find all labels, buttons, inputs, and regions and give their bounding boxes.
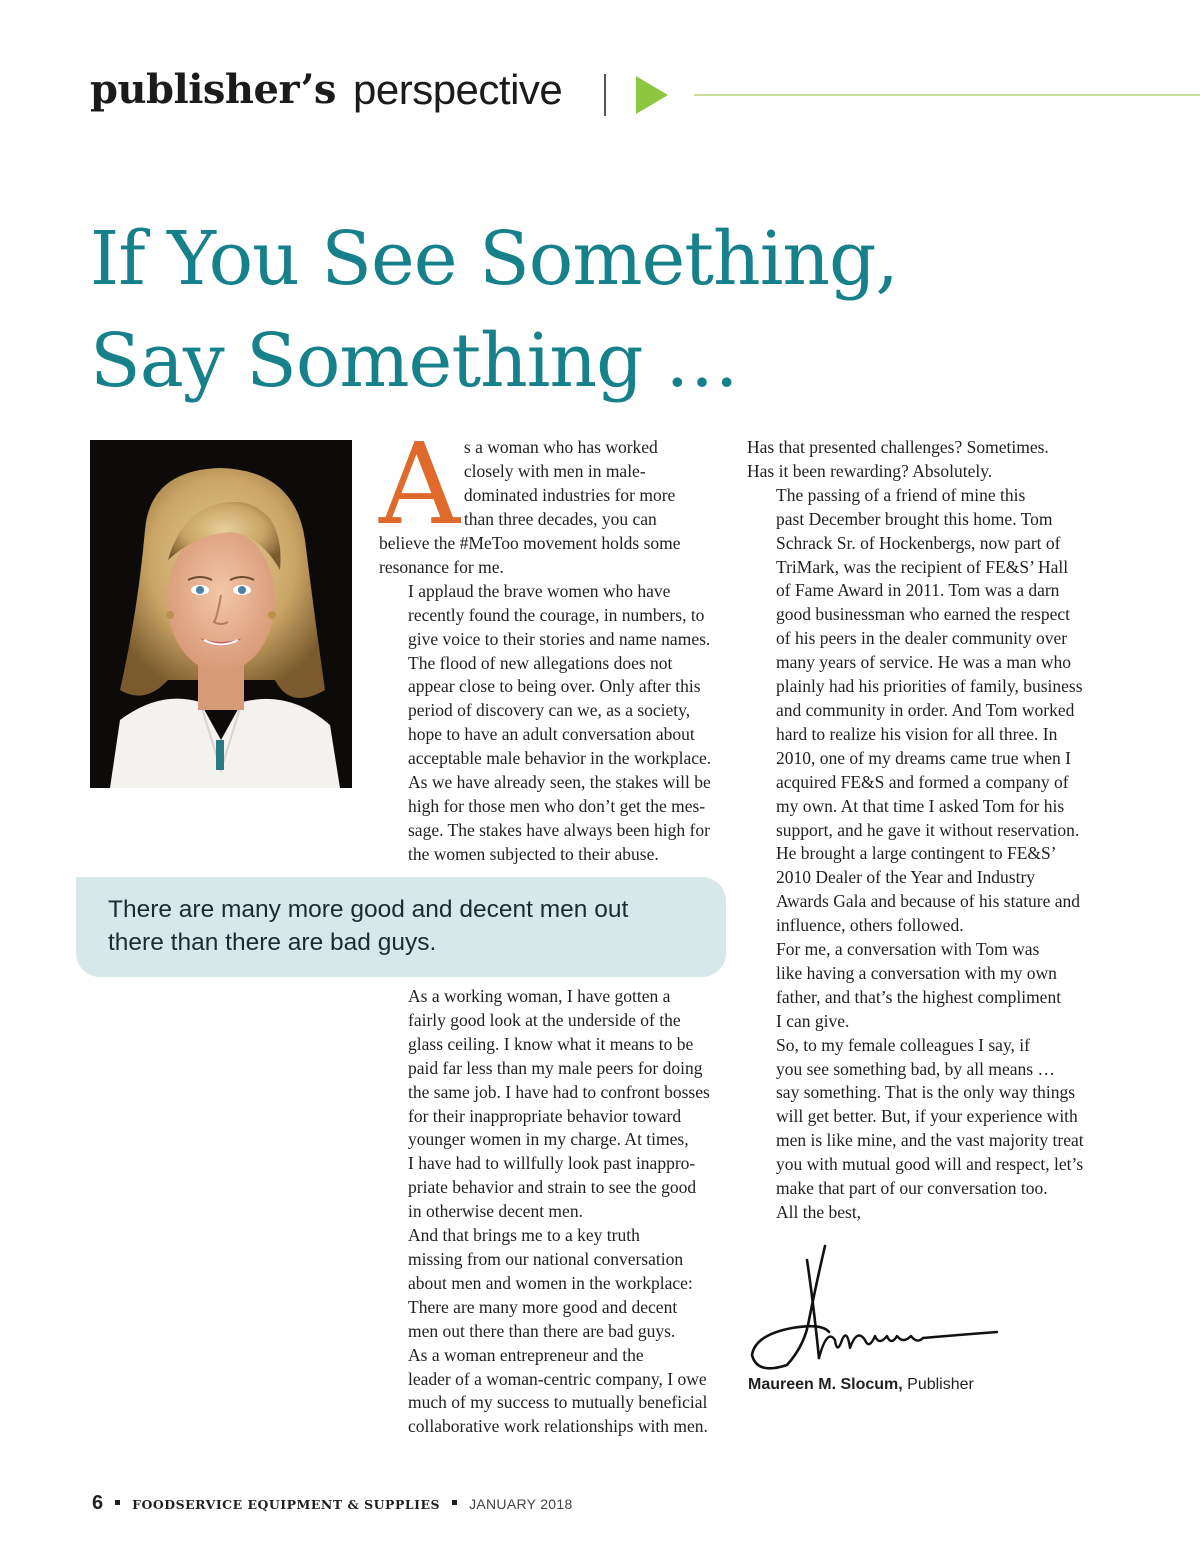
- text-line: and community in order. And Tom worked: [776, 699, 1075, 720]
- drop-cap: A: [379, 420, 460, 550]
- text-line: my own. At that time I asked Tom for his: [776, 795, 1065, 816]
- text-line: believe the #MeToo movement holds some: [379, 533, 681, 553]
- text-line: hope to have an adult conversation about: [408, 724, 695, 745]
- text-line: For me, a conversation with Tom was: [776, 939, 1040, 960]
- text-line: Awards Gala and because of his stature and: [776, 891, 1081, 912]
- article-column-1-lower: [379, 985, 725, 1439]
- text-line: in otherwise decent men.: [408, 1201, 583, 1222]
- text-line: sage. The stakes have always been high for: [408, 819, 710, 840]
- text-line: paid far less than my male peers for doing: [408, 1057, 703, 1078]
- headline-line-1: If You See Something,: [90, 216, 898, 302]
- paragraph: [379, 985, 725, 1224]
- text-line: glass ceiling. I know what it means to be: [408, 1033, 694, 1054]
- text-line: make that part of our conversation too.: [776, 1178, 1048, 1199]
- text-line: I can give.: [776, 1010, 850, 1031]
- author-photo: [90, 440, 352, 788]
- text-line: The flood of new allegations does not: [408, 652, 673, 673]
- paragraph: [747, 938, 1097, 1034]
- issue-date: JANUARY 2018: [469, 1496, 573, 1512]
- text-line: TriMark, was the recipient of FE&S’ Hall: [776, 556, 1069, 577]
- text-line: appear close to being over. Only after this: [408, 676, 701, 697]
- publisher-title: Publisher: [907, 1376, 974, 1393]
- text-line: I applaud the brave women who have: [408, 580, 671, 601]
- text-line: priate behavior and strain to see the good: [408, 1177, 697, 1198]
- headline-line-2: Say Something …: [90, 318, 738, 404]
- paragraph: [379, 580, 725, 652]
- text-line: for their inappropriate behavior toward: [408, 1105, 682, 1126]
- text-line: good businessman who earned the respect: [776, 604, 1071, 625]
- header-rule: [694, 94, 1200, 96]
- section-title-bold: publisher’s: [90, 66, 336, 113]
- text-line: And that brings me to a key truth: [408, 1225, 640, 1246]
- text-line: support, and he gave it without reservation.: [776, 819, 1080, 840]
- text-line: hard to realize his vision for all three. In: [776, 723, 1058, 744]
- text-line: Schrack Sr. of Hockenbergs, now part of: [776, 532, 1061, 553]
- footer-bullet: [115, 1500, 120, 1505]
- text-line: 2010 Dealer of the Year and Industry: [776, 867, 1036, 888]
- text-line: period of discovery can we, as a society,: [408, 700, 691, 721]
- text-line: the women subjected to their abuse.: [408, 843, 659, 864]
- text-line: younger women in my charge. At times,: [408, 1129, 689, 1150]
- text-line: s a woman who has worked: [463, 437, 658, 457]
- play-triangle-icon: [636, 76, 668, 114]
- handwritten-signature: [747, 1240, 1007, 1370]
- text-line: acceptable male behavior in the workplace.: [408, 748, 712, 769]
- paragraph: [747, 436, 1097, 484]
- text-line: He brought a large contingent to FE&S’: [776, 843, 1057, 864]
- text-line: father, and that’s the highest compliment: [776, 986, 1062, 1007]
- text-line: As a working woman, I have gotten a: [408, 986, 671, 1006]
- pull-quote: [76, 877, 726, 977]
- text-line: give voice to their stories and name names.: [408, 628, 711, 649]
- text-line: many years of service. He was a man who: [776, 652, 1071, 673]
- paragraph: [747, 484, 1097, 938]
- text-line: of Fame Award in 2011. Tom was a darn: [776, 580, 1060, 601]
- header-divider: [604, 74, 606, 116]
- signature-caption: [748, 1374, 974, 1396]
- paragraph: [747, 1201, 1097, 1225]
- text-line: resonance for me.: [379, 556, 504, 577]
- section-title-light: perspective: [353, 66, 563, 113]
- paragraph: [379, 1344, 725, 1440]
- text-line: I have had to willfully look past inappro-: [408, 1153, 696, 1174]
- publisher-name: Maureen M. Slocum,: [748, 1376, 903, 1393]
- text-line: much of my success to mutually beneficial: [408, 1392, 708, 1413]
- text-line: like having a conversation with my own: [776, 962, 1057, 983]
- text-line: about men and women in the workplace:: [408, 1272, 693, 1293]
- pull-quote-line-1: There are many more good and decent men out: [108, 896, 629, 923]
- text-line: plainly had his priorities of family, business: [776, 676, 1083, 697]
- text-line: closely with men in male-: [463, 460, 646, 481]
- text-line: dominated industries for more: [463, 484, 676, 505]
- text-line: of his peers in the dealer community over: [776, 628, 1068, 649]
- section-header: [90, 64, 1200, 120]
- publication-name: FOODSERVICE EQUIPMENT & SUPPLIES: [132, 1497, 441, 1512]
- text-line: As a woman entrepreneur and the: [408, 1344, 644, 1365]
- text-line: leader of a woman-centric company, I owe: [408, 1368, 707, 1389]
- page-footer: [92, 1492, 573, 1518]
- text-line: men is like mine, and the vast majority treat: [776, 1130, 1084, 1151]
- text-line: acquired FE&S and formed a company of: [776, 771, 1069, 792]
- text-line: the same job. I have had to confront bosses: [408, 1081, 710, 1102]
- text-line: Has it been rewarding? Absolutely.: [747, 460, 993, 481]
- footer-bullet: [452, 1500, 457, 1505]
- text-line: The passing of a friend of mine this: [776, 484, 1026, 505]
- text-line: you see something bad, by all means …: [776, 1058, 1055, 1079]
- paragraph: [379, 652, 725, 867]
- text-line: Has that presented challenges? Sometimes.: [747, 437, 1049, 457]
- paragraph: [379, 1224, 725, 1344]
- text-line: high for those men who don’t get the mes-: [408, 795, 706, 816]
- text-line: missing from our national conversation: [408, 1248, 684, 1269]
- text-line: So, to my female colleagues I say, if: [776, 1034, 1030, 1055]
- text-line: As we have already seen, the stakes will be: [408, 772, 711, 793]
- article-column-1-upper: [379, 420, 725, 867]
- pull-quote-line-2: there than there are bad guys.: [108, 929, 437, 956]
- text-line: past December brought this home. Tom: [776, 508, 1053, 529]
- text-line: than three decades, you can: [463, 508, 657, 529]
- text-line: recently found the courage, in numbers, to: [408, 604, 705, 625]
- article-column-2: [747, 436, 1097, 1225]
- text-line: influence, others followed.: [776, 915, 964, 936]
- text-line: All the best,: [776, 1202, 862, 1222]
- text-line: men out there than there are bad guys.: [408, 1320, 676, 1341]
- text-line: collaborative work relationships with men.: [408, 1416, 708, 1437]
- text-line: will get better. But, if your experience with: [776, 1106, 1078, 1127]
- text-line: say something. That is the only way things: [776, 1082, 1076, 1103]
- text-line: you with mutual good will and respect, let’s: [776, 1154, 1084, 1175]
- text-line: 2010, one of my dreams came true when I: [776, 747, 1071, 768]
- paragraph: [747, 1034, 1097, 1201]
- page-number: 6: [92, 1492, 104, 1514]
- article-headline: [90, 208, 1090, 412]
- text-line: There are many more good and decent: [408, 1296, 678, 1317]
- text-line: fairly good look at the underside of the: [408, 1009, 681, 1030]
